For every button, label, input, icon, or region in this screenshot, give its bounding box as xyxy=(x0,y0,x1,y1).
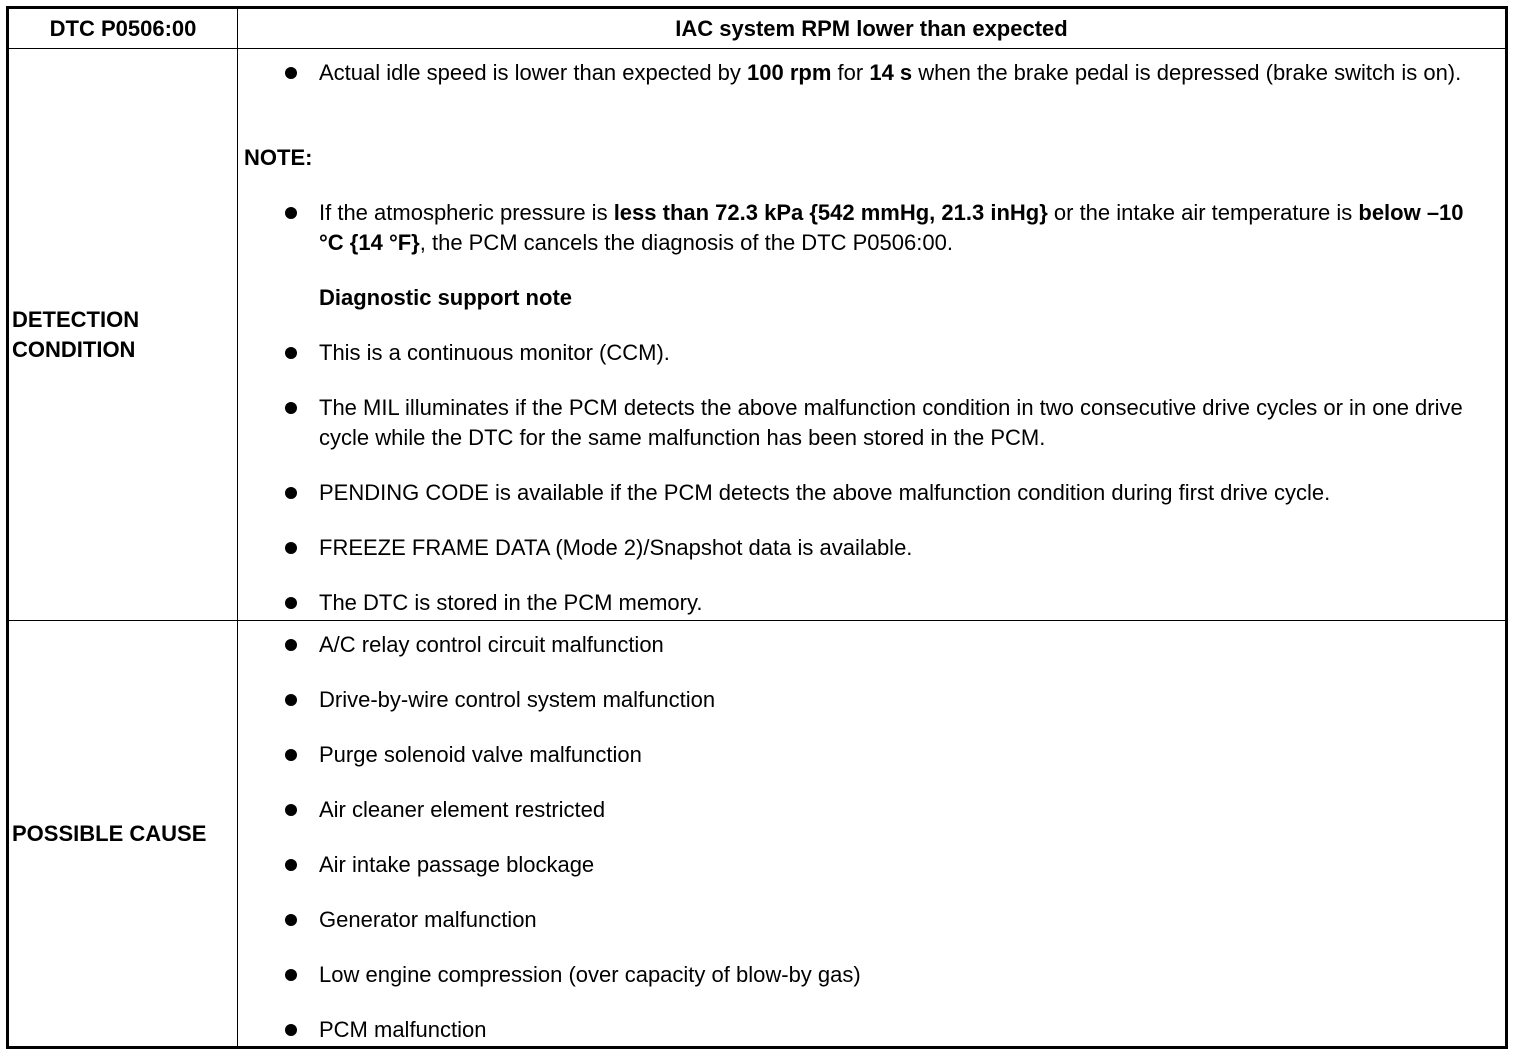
detection-label-line2: CONDITION xyxy=(12,336,136,362)
dtc-table xyxy=(6,6,1508,1049)
rpm-value: 100 rpm xyxy=(747,60,832,85)
cause-content-cell xyxy=(238,621,1505,1046)
support-item: The MIL illuminates if the PCM detects the above malfunction condition in two consecutive drive cycles or in one drive cycle while the DTC for the same malfunction has been stored in the PCM. xyxy=(319,395,1463,450)
cause-item: Drive-by-wire control system malfunction xyxy=(319,687,716,712)
support-item: The DTC is stored in the PCM memory. xyxy=(319,590,703,615)
bullet-icon xyxy=(285,597,297,609)
bullet-icon xyxy=(285,804,297,816)
bullet-icon xyxy=(285,639,297,651)
dtc-code-cell xyxy=(9,9,238,48)
bullet-icon xyxy=(285,1024,297,1036)
support-item: PENDING CODE is available if the PCM detects the above malfunction condition during first drive cycle. xyxy=(319,480,1331,505)
time-value: 14 s xyxy=(869,60,913,85)
bullet-icon xyxy=(285,207,297,219)
bullet-icon xyxy=(285,487,297,499)
detection-item-cancel: If the atmospheric pressure is less than 72.3 kPa {542 mmHg, 21.3 inHg} or the intake air temperature is below –10 °C {14 °F}, the PCM cancels the diagnosis of the DTC P0506:00. xyxy=(319,200,1464,255)
cause-item: Low engine compression (over capacity of blow-by gas) xyxy=(319,962,861,987)
dtc-title: IAC system RPM lower than expected xyxy=(675,15,1068,41)
temperature-threshold: below –10 °C {14 °F} xyxy=(319,200,1464,255)
cause-item: A/C relay control circuit malfunction xyxy=(319,632,664,657)
cause-item: PCM malfunction xyxy=(319,1017,487,1042)
bullet-icon xyxy=(285,67,297,79)
detection-item-speed: Actual idle speed is lower than expected by 100 rpm for 14 s when the brake pedal is depressed (brake switch is on). xyxy=(319,60,1462,85)
bullet-icon xyxy=(285,402,297,414)
detection-content-cell xyxy=(238,49,1505,620)
bullet-icon xyxy=(285,347,297,359)
cause-label-cell xyxy=(9,621,238,1046)
cause-item: Purge solenoid valve malfunction xyxy=(319,742,642,767)
cause-item: Air cleaner element restricted xyxy=(319,797,606,822)
support-item: This is a continuous monitor (CCM). xyxy=(319,340,670,365)
dtc-title-cell xyxy=(238,9,1505,48)
bullet-icon xyxy=(285,694,297,706)
cause-item: Generator malfunction xyxy=(319,907,537,932)
cause-label: POSSIBLE CAUSE xyxy=(12,820,207,846)
bullet-icon xyxy=(285,914,297,926)
bullet-icon xyxy=(285,859,297,871)
dtc-code: DTC P0506:00 xyxy=(49,15,197,41)
bullet-icon xyxy=(285,969,297,981)
cause-item: Air intake passage blockage xyxy=(319,852,595,877)
detection-label-cell xyxy=(9,49,238,620)
pressure-threshold: less than 72.3 kPa {542 mmHg, 21.3 inHg} xyxy=(613,200,1048,225)
note-label: NOTE: xyxy=(244,145,313,170)
bullet-icon xyxy=(285,749,297,761)
bullet-icon xyxy=(285,542,297,554)
detection-label-line1: DETECTION xyxy=(12,306,140,332)
support-heading: Diagnostic support note xyxy=(319,285,572,310)
support-item: FREEZE FRAME DATA (Mode 2)/Snapshot data is available. xyxy=(319,535,913,560)
